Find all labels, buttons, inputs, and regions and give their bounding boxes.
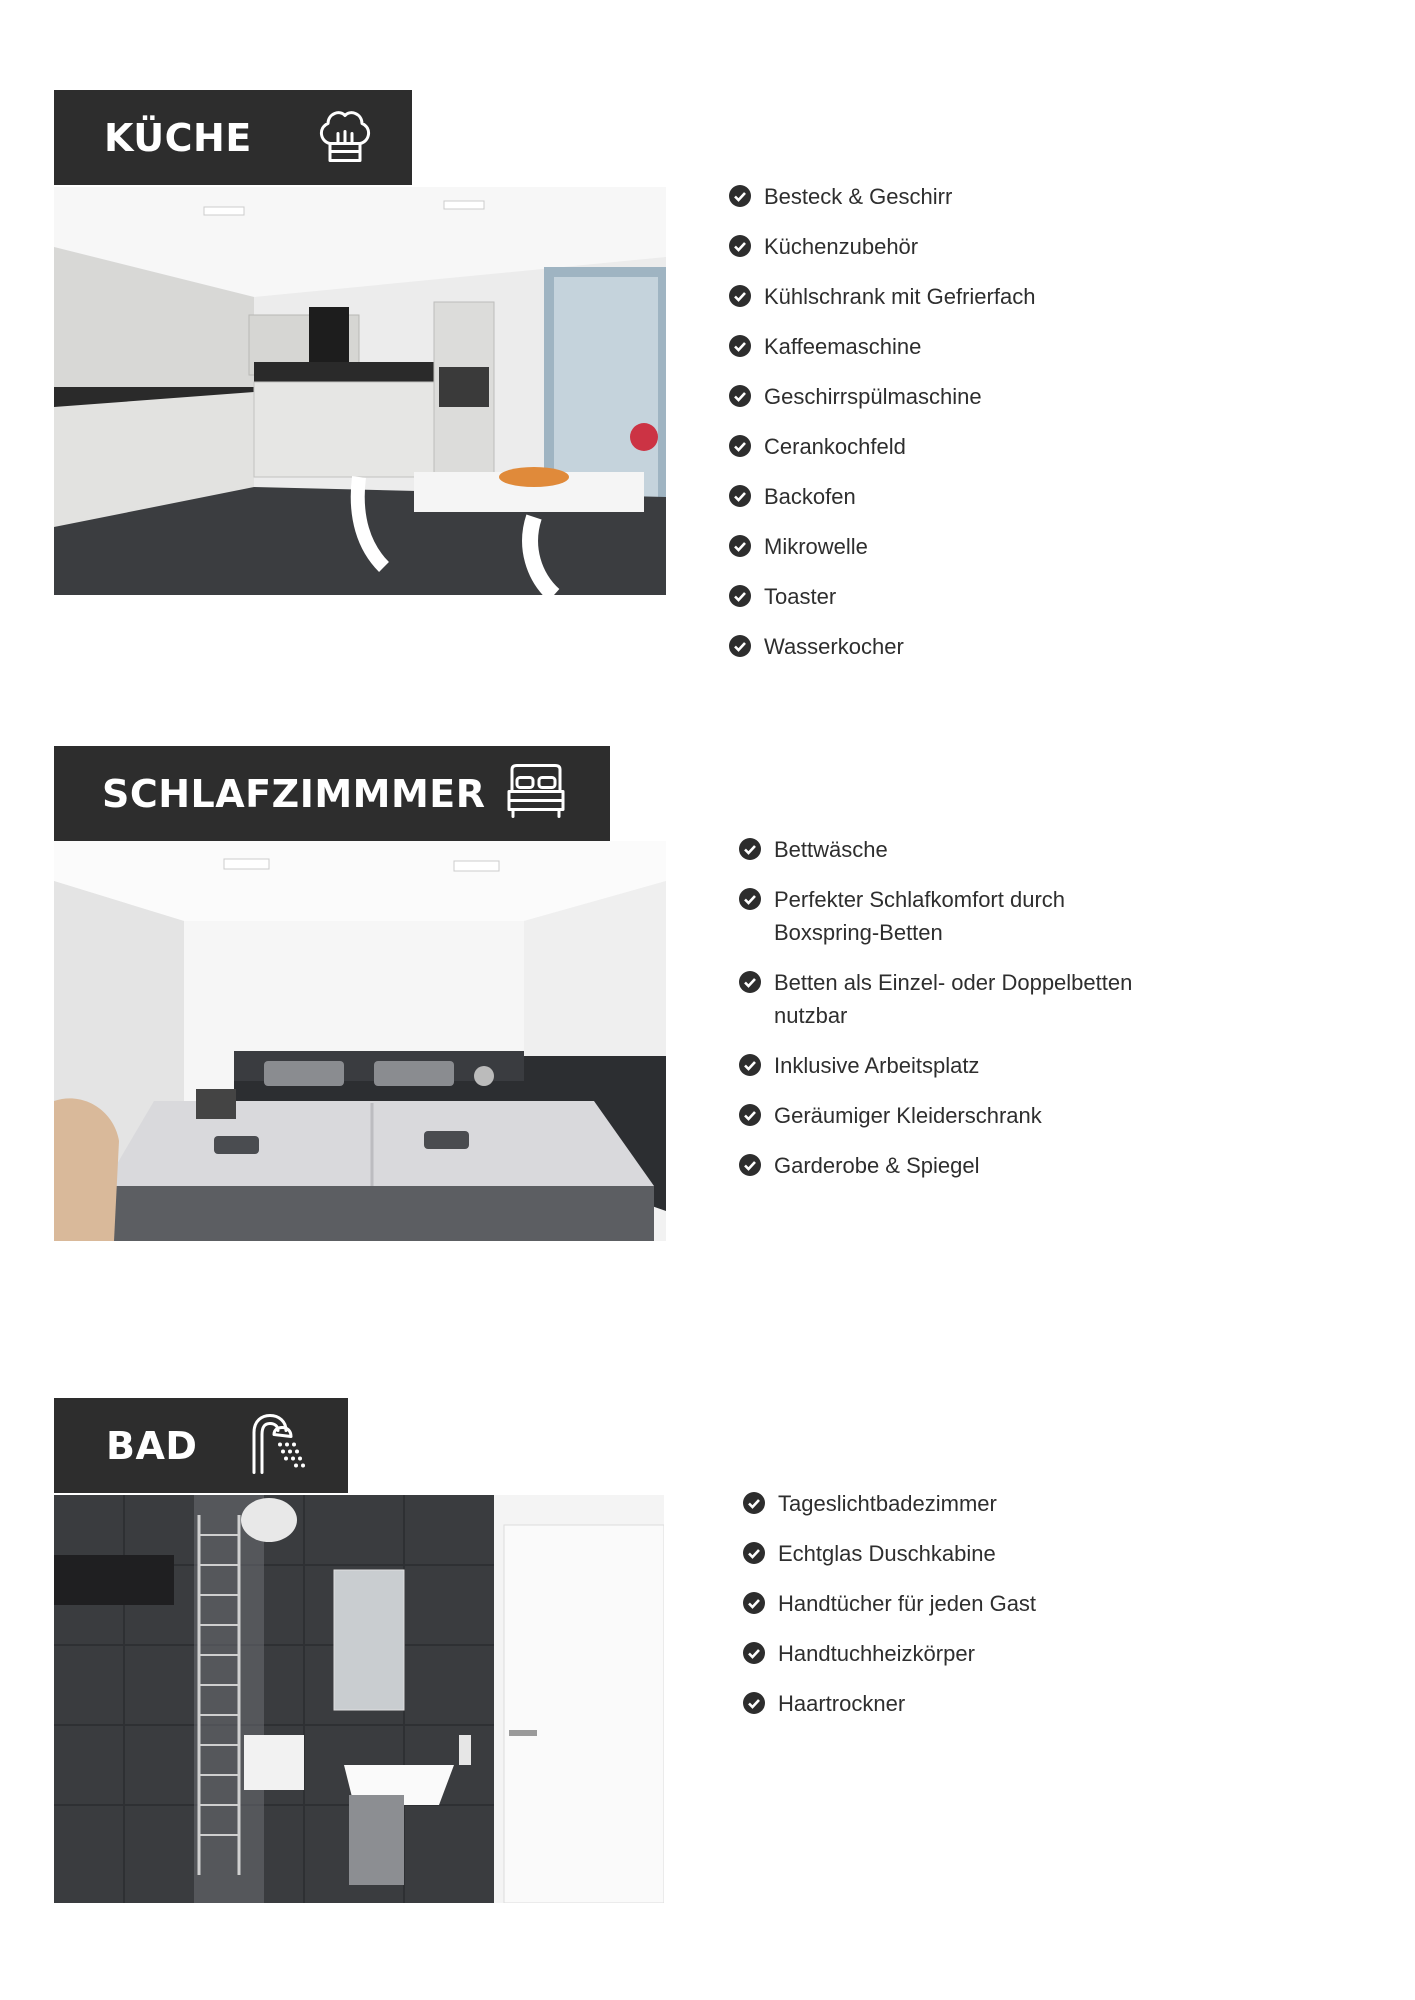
list-item: Perfekter Schlafkomfort durch Boxspring-Betten — [739, 883, 1174, 949]
section-header-kueche — [54, 90, 412, 185]
bathroom-photo — [54, 1495, 664, 1903]
list-item: Geschirrspülmaschine — [729, 380, 1035, 413]
check-circle-icon — [743, 1542, 765, 1564]
list-item: Cerankochfeld — [729, 430, 1035, 463]
section-title: KÜCHE — [104, 115, 252, 160]
check-circle-icon — [739, 838, 761, 860]
list-item: Echtglas Duschkabine — [743, 1537, 1036, 1570]
list-item: Toaster — [729, 580, 1035, 613]
check-circle-icon — [743, 1592, 765, 1614]
list-item: Tageslichtbadezimmer — [743, 1487, 1036, 1520]
list-item: Mikrowelle — [729, 530, 1035, 563]
list-item: Inklusive Arbeitsplatz — [739, 1049, 1174, 1082]
check-circle-icon — [739, 1154, 761, 1176]
check-circle-icon — [743, 1692, 765, 1714]
list-item: Handtücher für jeden Gast — [743, 1587, 1036, 1620]
feature-list-kueche — [729, 180, 1035, 663]
bedroom-photo — [54, 841, 666, 1241]
list-item: Geräumiger Kleiderschrank — [739, 1099, 1174, 1132]
list-item: Bettwäsche — [739, 833, 1174, 866]
bed-icon — [506, 763, 566, 824]
check-circle-icon — [729, 585, 751, 607]
kitchen-photo — [54, 187, 666, 595]
check-circle-icon — [729, 235, 751, 257]
check-circle-icon — [739, 888, 761, 910]
check-circle-icon — [729, 635, 751, 657]
check-circle-icon — [729, 185, 751, 207]
check-circle-icon — [729, 435, 751, 457]
check-circle-icon — [729, 335, 751, 357]
list-item: Küchenzubehör — [729, 230, 1035, 263]
list-item: Wasserkocher — [729, 630, 1035, 663]
chef-hat-icon — [316, 105, 374, 170]
check-circle-icon — [729, 385, 751, 407]
list-item: Kaffeemaschine — [729, 330, 1035, 363]
section-title: SCHLAFZIMMMER — [102, 771, 486, 816]
list-item: Garderobe & Spiegel — [739, 1149, 1174, 1182]
list-item: Handtuchheizkörper — [743, 1637, 1036, 1670]
section-title: BAD — [106, 1423, 198, 1468]
check-circle-icon — [743, 1642, 765, 1664]
shower-icon — [246, 1412, 308, 1479]
list-item: Backofen — [729, 480, 1035, 513]
list-item: Besteck & Geschirr — [729, 180, 1035, 213]
check-circle-icon — [743, 1492, 765, 1514]
check-circle-icon — [729, 535, 751, 557]
check-circle-icon — [739, 1104, 761, 1126]
check-circle-icon — [739, 971, 761, 993]
section-header-schlafzimmer — [54, 746, 610, 841]
check-circle-icon — [739, 1054, 761, 1076]
list-item: Kühlschrank mit Gefrierfach — [729, 280, 1035, 313]
section-header-bad — [54, 1398, 348, 1493]
check-circle-icon — [729, 285, 751, 307]
feature-list-schlafzimmer — [739, 833, 1174, 1182]
check-circle-icon — [729, 485, 751, 507]
list-item: Haartrockner — [743, 1687, 1036, 1720]
list-item: Betten als Einzel- oder Doppelbetten nutzbar — [739, 966, 1174, 1032]
feature-list-bad — [743, 1487, 1036, 1720]
